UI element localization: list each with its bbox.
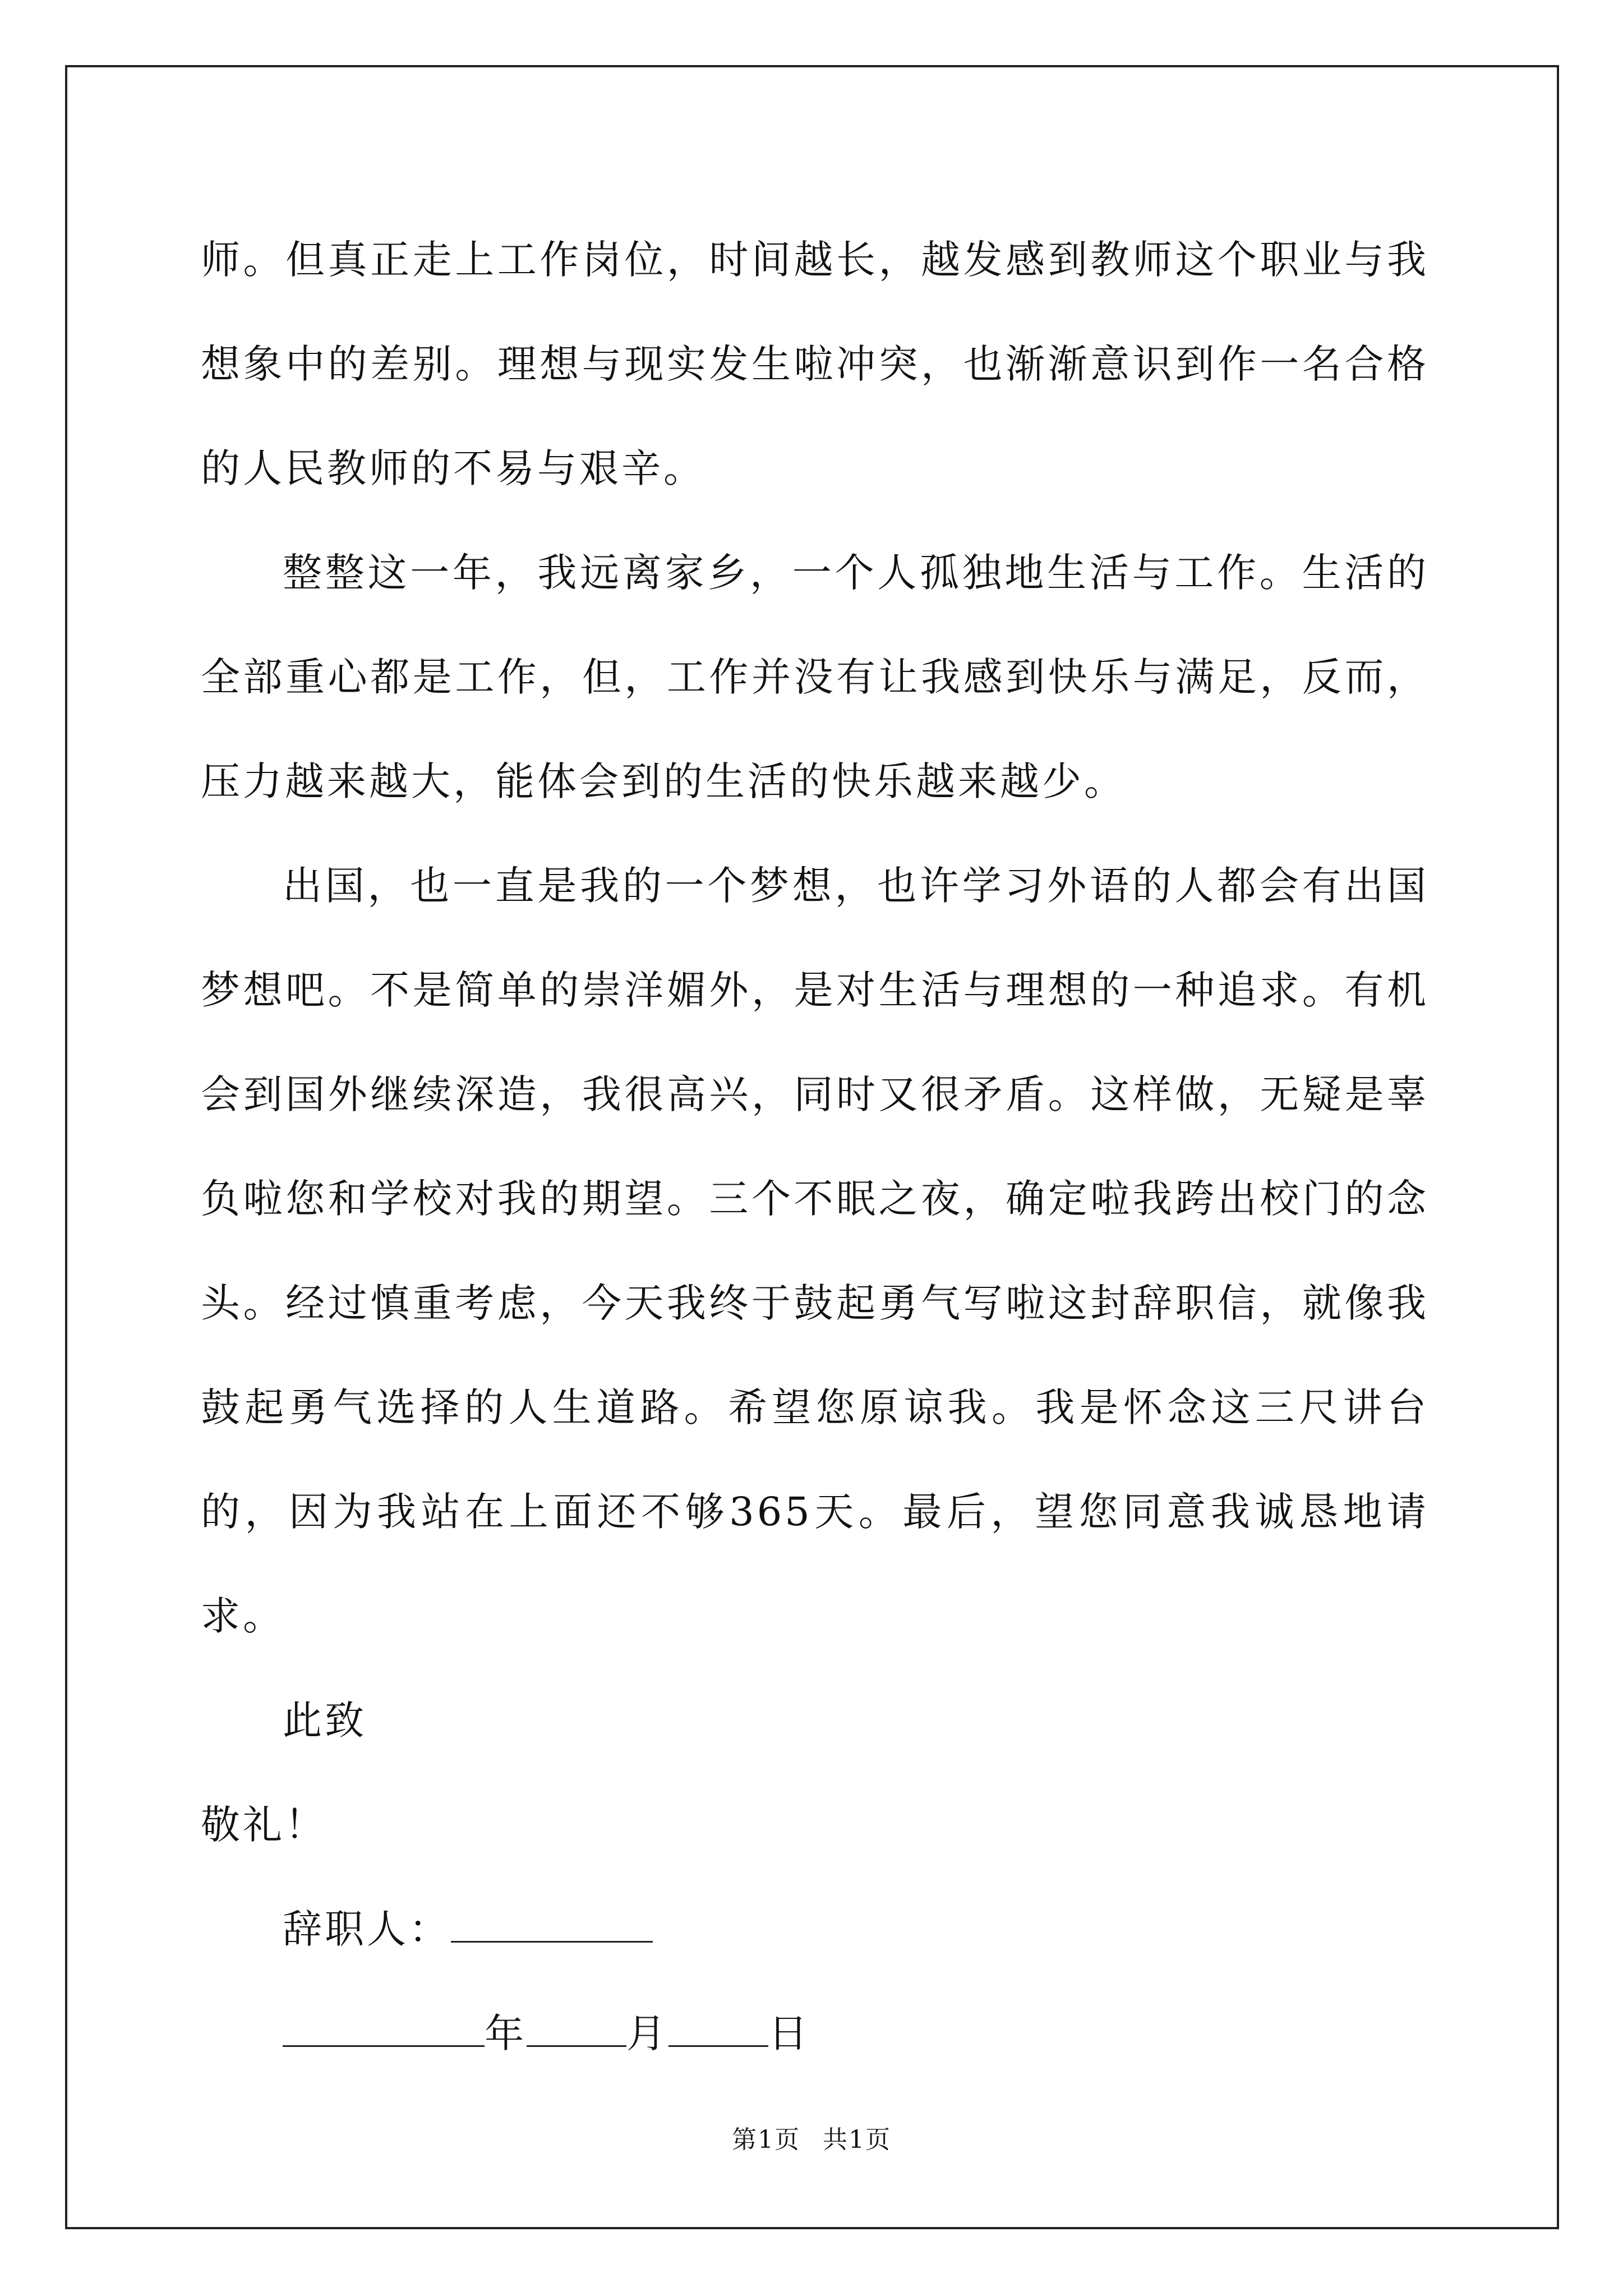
year-label: 年: [485, 2010, 527, 2056]
letter-body: [201, 208, 1429, 2086]
page-number-total: 共1页: [823, 2125, 891, 2154]
year-blank: [283, 2012, 485, 2047]
paragraph-continuation: 师。但真正走上工作岗位，时间越长，越发感到教师这个职业与我想象中的差别。理想与现实发生啦冲突，也渐渐意识到作一名合格的人民教师的不易与艰辛。: [201, 237, 1429, 491]
paragraph-abroad: 出国，也一直是我的一个梦想，也许学习外语的人都会有出国梦想吧。不是简单的崇洋媚外，是对生活与理想的一种追求。有机会到国外继续深造，我很高兴，同时又很矛盾。这样做，无疑是辜负啦您和学校对我的期望。三个不眠之夜，确定啦我跨出校门的念头。经过慎重考虑，今天我终于鼓起勇气写啦这封辞职信，就像我鼓起勇气选择的人生道路。希望您原谅我。我是怀念这三尺讲台的，因为我站在上面还不够365天。最后，望您同意我诚恳地请求。: [201, 863, 1429, 1639]
month-blank: [527, 2012, 626, 2047]
closing-respect: 敬礼！: [201, 1802, 327, 1848]
day-label: 日: [768, 2010, 810, 2056]
signature-blank: [451, 1907, 653, 1943]
paragraph-life: 整整这一年，我远离家乡，一个人孤独地生活与工作。生活的全部重心都是工作，但，工作并没有让我感到快乐与满足，反而，压力越来越大，能体会到的生活的快乐越来越少。: [201, 550, 1429, 804]
signature-line: [201, 1877, 1429, 1981]
page-footer: [0, 2119, 1623, 2155]
page-number-current: 第1页: [732, 2125, 800, 2154]
day-blank: [668, 2012, 768, 2047]
signature-label: 辞职人：: [283, 1906, 451, 1952]
month-label: 月: [626, 2010, 668, 2056]
closing-salutation: 此致: [283, 1697, 367, 1743]
date-line: [201, 1981, 1429, 2086]
